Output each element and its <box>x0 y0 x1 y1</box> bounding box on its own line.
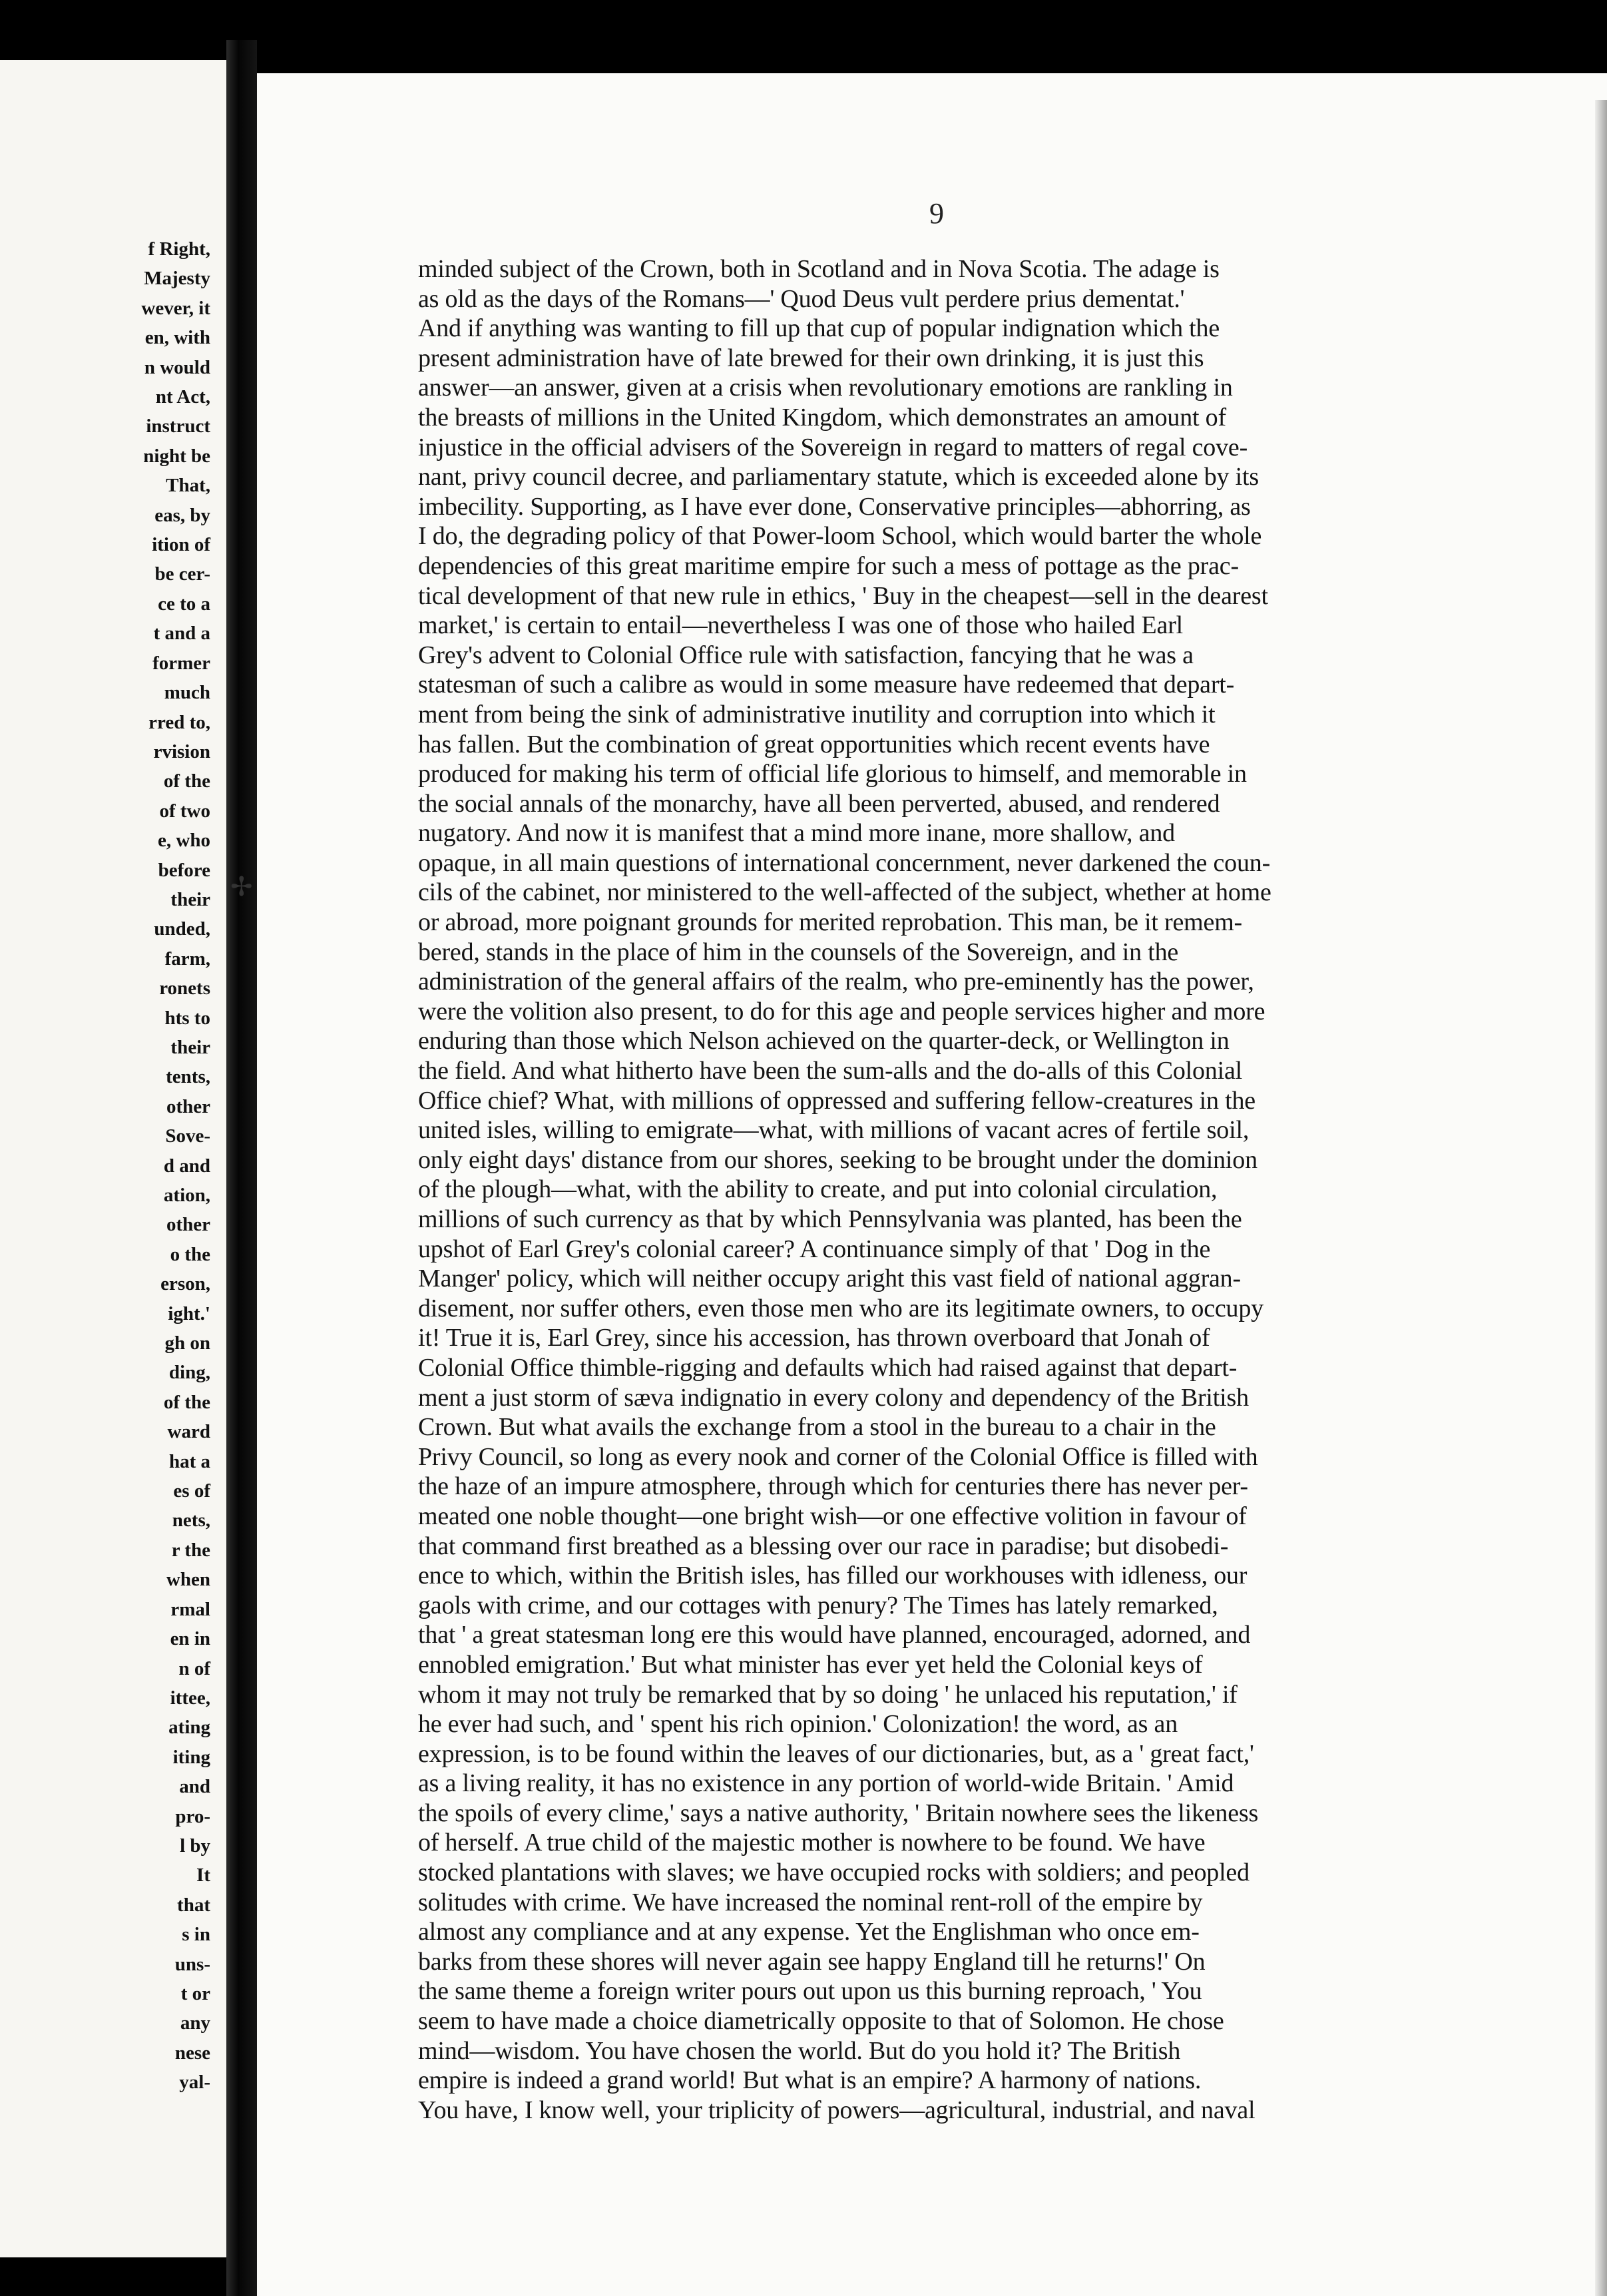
body-line: tical development of that new rule in ethics, ' Buy in the cheapest—sell in the dearest <box>418 581 1268 610</box>
left-page-line: much <box>164 682 210 704</box>
left-page-line: en in <box>170 1628 210 1650</box>
body-line: statesman of such a calibre as would in some measure have redeemed that depart- <box>418 671 1235 699</box>
left-page-line: other <box>166 1095 210 1117</box>
left-page-line: ition of <box>152 534 210 556</box>
left-page-line: ight.' <box>168 1302 210 1324</box>
left-page-line: any <box>180 2012 210 2034</box>
body-line: gaols with crime, and our cottages with penury? The Times has lately remarked, <box>418 1591 1218 1619</box>
body-line: he ever had such, and ' spent his rich opinion.' Colonization! the word, as an <box>418 1710 1178 1739</box>
body-line: meated one noble thought—one bright wish—or one effective volition in favour of <box>418 1502 1247 1530</box>
body-line: it! True it is, Earl Grey, since his accession, has thrown overboard that Jonah of <box>418 1324 1210 1352</box>
left-page-line: ding, <box>168 1362 210 1384</box>
left-page-line: uns- <box>174 1953 210 1975</box>
left-page-line: ation, <box>163 1185 210 1206</box>
left-page-line: ce to a <box>158 593 210 615</box>
body-line: almost any compliance and at any expense. Yet the Englishman who once em- <box>418 1918 1200 1946</box>
left-page-line: instruct <box>146 416 210 437</box>
left-page-line: nets, <box>172 1510 210 1532</box>
left-page-line: t and a <box>153 623 210 645</box>
left-page-line: n of <box>178 1657 210 1679</box>
body-line: the haze of an impure atmosphere, through which for centuries there has never per- <box>418 1472 1248 1501</box>
body-line: minded subject of the Crown, both in Scotland and in Nova Scotia. The adage is <box>418 255 1220 283</box>
body-line: upshot of Earl Grey's colonial career? A continuance simply of that ' Dog in the <box>418 1235 1211 1263</box>
left-page-line: Sove- <box>165 1125 210 1147</box>
body-line: that ' a great statesman long ere this would have planned, encouraged, adorned, and <box>418 1621 1251 1649</box>
body-line: present administration have of late brewed for their own drinking, it is just this <box>418 344 1204 372</box>
left-page-line: their <box>170 888 210 910</box>
left-page-line: erson, <box>160 1273 210 1295</box>
body-line: ennobled emigration.' But what minister has ever yet held the Colonial keys of <box>418 1650 1203 1679</box>
left-page-line: unded, <box>154 918 210 940</box>
body-line: Privy Council, so long as every nook and corner of the Colonial Office is filled with <box>418 1442 1258 1471</box>
left-page-line: and <box>179 1776 210 1798</box>
body-line: has fallen. But the combination of great opportunities which recent events have <box>418 730 1210 758</box>
left-page-line: of two <box>159 800 210 822</box>
left-page-line: s in <box>182 1924 210 1946</box>
body-line: as old as the days of the Romans—' Quod Deus vult perdere prius dementat.' <box>418 284 1185 313</box>
body-line: whom it may not truly be remarked that by so doing ' he unlaced his reputation,' if <box>418 1680 1238 1709</box>
body-line: ence to which, within the British isles, has filled our workhouses with idleness, our <box>418 1562 1248 1590</box>
left-page-line: n would <box>144 356 210 378</box>
body-line: answer—an answer, given at a crisis when revolutionary emotions are rankling in <box>418 374 1233 402</box>
left-page-line: rvision <box>153 740 210 762</box>
left-page-line: That, <box>166 475 210 497</box>
book-gutter <box>226 40 257 2296</box>
page-edge-shadow <box>1595 100 1607 2296</box>
left-page-line: hat a <box>168 1450 210 1472</box>
left-page-line: former <box>152 652 210 674</box>
body-line: stocked plantations with slaves; we have occupied rocks with soldiers; and peopled <box>418 1859 1250 1887</box>
left-page-line: tents, <box>166 1066 210 1088</box>
body-line: nant, privy council decree, and parliamentary statute, which is exceeded alone by its <box>418 463 1259 491</box>
body-line: cils of the cabinet, nor ministered to the well-affected of the subject, whether at home <box>418 878 1271 907</box>
body-line: disement, nor suffer others, even those men who are its legitimate owners, to occupy <box>418 1294 1263 1322</box>
body-line: produced for making his term of official life glorious to himself, and memorable in <box>418 760 1247 788</box>
left-page-line: Majesty <box>144 268 210 290</box>
left-page-line: iting <box>172 1746 210 1768</box>
body-line: Crown. But what avails the exchange from a stool in the bureau to a chair in the <box>418 1413 1216 1442</box>
left-page-line: pro- <box>175 1805 210 1827</box>
body-line: millions of such currency as that by which Pennsylvania was planted, has been the <box>418 1205 1242 1233</box>
body-line: were the volition also present, to do for this age and people services higher and more <box>418 997 1265 1025</box>
body-line: administration of the general affairs of the realm, who pre-eminently has the power, <box>418 968 1254 996</box>
body-line: solitudes with crime. We have increased the nominal rent-roll of the empire by <box>418 1888 1203 1916</box>
left-page-line: t or <box>180 1982 210 2004</box>
left-page-line: o the <box>170 1243 210 1265</box>
left-page-line: ating <box>168 1717 210 1739</box>
body-line: Manger' policy, which will neither occupy aright this vast field of national aggran- <box>418 1265 1241 1293</box>
body-line: nugatory. And now it is manifest that a mind more inane, more shallow, and <box>418 819 1175 848</box>
left-page-text-fragment <box>141 234 210 2098</box>
margin-mark: ✢ <box>230 872 253 902</box>
left-page-line: yal- <box>179 2072 210 2094</box>
left-page-line: It <box>196 1865 210 1886</box>
body-line: the same theme a foreign writer pours out upon us this burning reproach, ' You <box>418 1977 1202 2006</box>
left-page-line: nt Act, <box>155 386 210 408</box>
left-page-line: before <box>158 859 210 881</box>
left-page-line: l by <box>180 1835 210 1857</box>
body-line: injustice in the official advisers of the Sovereign in regard to matters of regal cove- <box>418 433 1248 461</box>
body-line: of herself. A true child of the majestic mother is nowhere to be found. We have <box>418 1829 1206 1857</box>
page-number: 9 <box>929 197 944 230</box>
left-page-line: night be <box>143 445 210 467</box>
left-page-line: nese <box>174 2042 210 2064</box>
body-line: the field. And what hitherto have been the sum-alls and the do-alls of this Colonial <box>418 1057 1242 1085</box>
body-line: opaque, in all main questions of international concernment, never darkened the coun- <box>418 848 1271 877</box>
body-line: market,' is certain to entail—nevertheless I was one of those who hailed Earl <box>418 611 1183 640</box>
left-page-line: d and <box>163 1155 210 1177</box>
body-line: barks from these shores will never again see happy England till he returns!' On <box>418 1947 1206 1976</box>
body-line: Colonial Office thimble-rigging and defaults which had raised against that depart- <box>418 1353 1238 1382</box>
body-line: as a living reality, it has no existence in any portion of world-wide Britain. ' Amid <box>418 1769 1234 1798</box>
left-page-line: eas, by <box>154 504 210 526</box>
body-line: seem to have made a choice diametrically opposite to that of Solomon. He chose <box>418 2007 1224 2036</box>
body-line: the spoils of every clime,' says a native authority, ' Britain nowhere sees the likeness <box>418 1799 1259 1827</box>
body-line: bered, stands in the place of him in the counsels of the Sovereign, and in the <box>418 938 1179 966</box>
body-line: ment a just storm of sæva indignatio in every colony and dependency of the British <box>418 1383 1249 1412</box>
left-page <box>0 60 226 2257</box>
left-page-line: rmal <box>170 1598 210 1620</box>
left-page-line: ronets <box>159 978 210 1000</box>
body-line: Grey's advent to Colonial Office rule with satisfaction, fancying that he was a <box>418 641 1194 669</box>
body-line: of the plough—what, with the ability to create, and put into colonial circulation, <box>418 1175 1218 1204</box>
left-page-line: be cer- <box>154 563 210 585</box>
left-page-line: ward <box>167 1421 210 1443</box>
body-line: enduring than those which Nelson achieved on the quarter-deck, or Wellington in <box>418 1027 1230 1055</box>
body-line: mind—wisdom. You have chosen the world. But do you hold it? The British <box>418 2036 1181 2065</box>
left-page-line: en, with <box>144 327 210 349</box>
left-page-line: when <box>166 1569 210 1591</box>
page-body-text <box>418 254 1430 2125</box>
body-line: that command first breathed as a blessing over our race in paradise; but disobedi- <box>418 1532 1229 1560</box>
left-page-line: wever, it <box>141 297 210 319</box>
body-line: empire is indeed a grand world! But what is an empire? A harmony of nations. <box>418 2066 1202 2095</box>
left-page-line: of the <box>163 1391 210 1413</box>
body-line: ment from being the sink of administrative inutility and corruption into which it <box>418 700 1216 728</box>
left-page-line: of the <box>163 770 210 792</box>
left-page-line: their <box>170 1036 210 1058</box>
left-page-line: farm, <box>164 948 210 970</box>
body-line: expression, is to be found within the leaves of our dictionaries, but, as a ' great fact,' <box>418 1739 1254 1768</box>
body-line: And if anything was wanting to fill up that cup of popular indignation which the <box>418 314 1220 343</box>
body-line: I do, the degrading policy of that Power-loom School, which would barter the whole <box>418 522 1262 551</box>
body-line: imbecility. Supporting, as I have ever done, Conservative principles—abhorring, as <box>418 492 1251 521</box>
left-page-line: e, who <box>158 830 210 852</box>
body-line: You have, I know well, your triplicity of powers—agricultural, industrial, and naval <box>418 2096 1256 2124</box>
left-page-line: r the <box>171 1539 210 1561</box>
left-page-line: f Right, <box>148 238 210 260</box>
body-line: the social annals of the monarchy, have all been perverted, abused, and rendered <box>418 789 1220 818</box>
left-page-line: rred to, <box>148 711 210 733</box>
body-line: or abroad, more poignant grounds for merited reprobation. This man, be it remem- <box>418 908 1243 937</box>
body-line: the breasts of millions in the United Kingdom, which demonstrates an amount of <box>418 403 1226 431</box>
left-page-line: es of <box>173 1480 210 1502</box>
left-page-line: gh on <box>164 1332 210 1354</box>
body-line: united isles, willing to emigrate—what, with millions of vacant acres of fertile soil, <box>418 1116 1250 1145</box>
left-page-line: ittee, <box>170 1687 210 1709</box>
left-page-line: that <box>177 1894 210 1916</box>
body-line: Office chief? What, with millions of oppressed and suffering fellow-creatures in the <box>418 1086 1256 1115</box>
body-line: dependencies of this great maritime empire for such a mess of pottage as the prac- <box>418 551 1239 580</box>
body-line: only eight days' distance from our shores, seeking to be brought under the dominion <box>418 1145 1258 1174</box>
left-page-line: hts to <box>164 1007 210 1029</box>
left-page-line: other <box>166 1214 210 1236</box>
